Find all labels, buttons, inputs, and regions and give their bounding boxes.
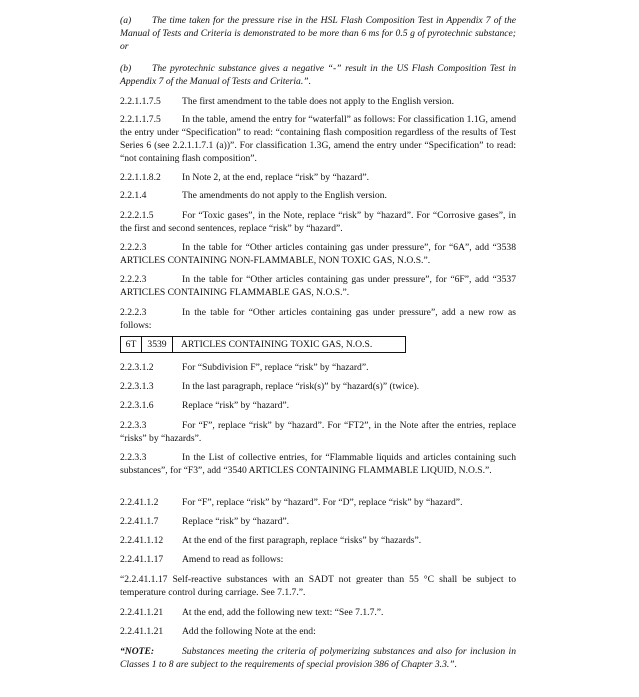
item-number: 2.2.41.1.21 xyxy=(120,626,164,637)
item-number: 2.2.3.1.6 xyxy=(120,400,154,411)
item-text: In the table for “Other articles containing gas under pressure”, add a new row as follows: xyxy=(120,307,516,331)
item-number: 2.2.3.3 xyxy=(120,420,147,431)
amendment-item xyxy=(120,361,516,374)
amendment-item xyxy=(120,380,516,393)
item-text: For “F”, replace “risk” by “hazard”. For “FT2”, in the Note after the entries, replace “risks” by “hazards”. xyxy=(120,420,516,444)
item-text: At the end, add the following new text: “See 7.1.7.”. xyxy=(182,607,384,618)
paragraph-a-text: The time taken for the pressure rise in the HSL Flash Composition Test in Appendix 7 of the Manual of Tests and Criteria is demonstrated to be more than 6 ms for 0.5 g of pyrotechnic substance; or xyxy=(120,15,516,52)
item-text: In the last paragraph, replace “risk(s)” by “hazard(s)” (twice). xyxy=(182,381,420,392)
amendment-item xyxy=(120,515,516,528)
table-cell-un-number: 3539 xyxy=(142,337,173,352)
item-text: Replace “risk” by “hazard”. xyxy=(182,516,290,527)
amendment-item xyxy=(120,171,516,184)
amendment-item xyxy=(120,625,516,638)
amendment-item xyxy=(120,606,516,619)
item-number: 2.2.3.1.3 xyxy=(120,381,154,392)
table-cell-name: ARTICLES CONTAINING TOXIC GAS, N.O.S. xyxy=(181,339,373,350)
item-number: 2.2.2.3 xyxy=(120,242,147,253)
item-text: In the table for “Other articles containing gas under pressure”, for “6A”, add “3538 ARTICLES CONTAINING NON-FLAMMABLE, NON TOXIC GAS, N.O.S.”. xyxy=(120,242,516,266)
item-text: In the List of collective entries, for “Flammable liquids and articles containing such substances”, for “F3”, add “3540 ARTICLES CONTAINING FLAMMABLE LIQUID, N.O.S.”. xyxy=(120,452,516,476)
new-table-row xyxy=(120,336,406,353)
amendment-item xyxy=(120,306,516,332)
item-text: The first amendment to the table does not apply to the English version. xyxy=(182,96,455,107)
item-text: Replace “risk” by “hazard”. xyxy=(182,400,290,411)
item-text: In the table for “Other articles containing gas under pressure”, for “6F”, add “3537 ARTICLES CONTAINING FLAMMABLE GAS, N.O.S.”. xyxy=(120,274,516,298)
paragraph-b-text: The pyrotechnic substance gives a negative “-” result in the US Flash Composition Test in Appendix 7 of the Manual of Tests and Criteria.”. xyxy=(120,63,516,87)
amendment-item xyxy=(120,273,516,299)
amendment-item xyxy=(120,113,516,165)
item-text: In the table, amend the entry for “waterfall” as follows: For classification 1.1G, amend the entry under “Specification” to read: “containing flash composition regardless of the results of Test Series 6 (see 2.2.1.1.7.1 (a))”. For classification 1.3G, amend the entry under “Specification” to read: “not containing flash composition”. xyxy=(120,114,516,164)
item-text: For “Subdivision F”, replace “risk” by “hazard”. xyxy=(182,362,369,373)
quote-text: “2.2.41.1.17 Self-reactive substances with an SADT not greater than 55 °C shall be subject to temperature control during carriage. See 7.1.7.”. xyxy=(120,574,516,598)
item-number: 2.2.41.1.2 xyxy=(120,497,159,508)
item-number: 2.2.3.3 xyxy=(120,452,147,463)
item-text: In Note 2, at the end, replace “risk” by “hazard”. xyxy=(182,172,369,183)
item-number: 2.2.41.1.17 xyxy=(120,554,164,565)
amendment-item xyxy=(120,496,516,509)
quoted-replacement-text xyxy=(120,573,516,599)
amendment-item xyxy=(120,419,516,445)
item-number: 2.2.41.1.12 xyxy=(120,535,164,546)
item-number: 2.2.1.1.7.5 xyxy=(120,114,161,125)
amendment-item xyxy=(120,95,516,108)
amendment-item xyxy=(120,209,516,235)
paragraph-b xyxy=(120,62,516,88)
note-block xyxy=(120,645,516,671)
item-text: For “Toxic gases”, in the Note, replace “risk” by “hazard”. For “Corrosive gases”, in the first and second sentences, replace “risk” by “hazard”. xyxy=(120,210,516,234)
note-text: Substances meeting the criteria of polymerizing substances and also for inclusion in Classes 1 to 8 are subject to the requirements of special provision 386 of Chapter 3.3.”. xyxy=(120,646,516,670)
amendment-item xyxy=(120,399,516,412)
item-text: At the end of the first paragraph, replace “risks” by “hazards”. xyxy=(182,535,422,546)
item-text: The amendments do not apply to the English version. xyxy=(182,190,387,201)
paragraph-a-label: (a) xyxy=(120,15,132,26)
item-number: 2.2.2.3 xyxy=(120,307,147,318)
item-number: 2.2.1.4 xyxy=(120,190,147,201)
item-number: 2.2.1.1.8.2 xyxy=(120,172,161,183)
amendment-item xyxy=(120,534,516,547)
item-number: 2.2.41.1.7 xyxy=(120,516,159,527)
amendment-item xyxy=(120,189,516,202)
item-text: For “F”, replace “risk” by “hazard”. For “D”, replace “risk” by “hazard”. xyxy=(182,497,463,508)
amendment-item xyxy=(120,553,516,566)
note-label: “NOTE: xyxy=(120,646,155,657)
item-text: Amend to read as follows: xyxy=(182,554,284,565)
paragraph-b-label: (b) xyxy=(120,63,132,74)
paragraph-a xyxy=(120,14,516,53)
item-number: 2.2.2.3 xyxy=(120,274,147,285)
item-number: 2.2.2.1.5 xyxy=(120,210,154,221)
item-number: 2.2.3.1.2 xyxy=(120,362,154,373)
amendment-item xyxy=(120,451,516,477)
item-text: Add the following Note at the end: xyxy=(182,626,316,637)
item-number: 2.2.41.1.21 xyxy=(120,607,164,618)
item-number: 2.2.1.1.7.5 xyxy=(120,96,161,107)
table-cell-code: 6T xyxy=(121,337,142,352)
amendment-item xyxy=(120,241,516,267)
